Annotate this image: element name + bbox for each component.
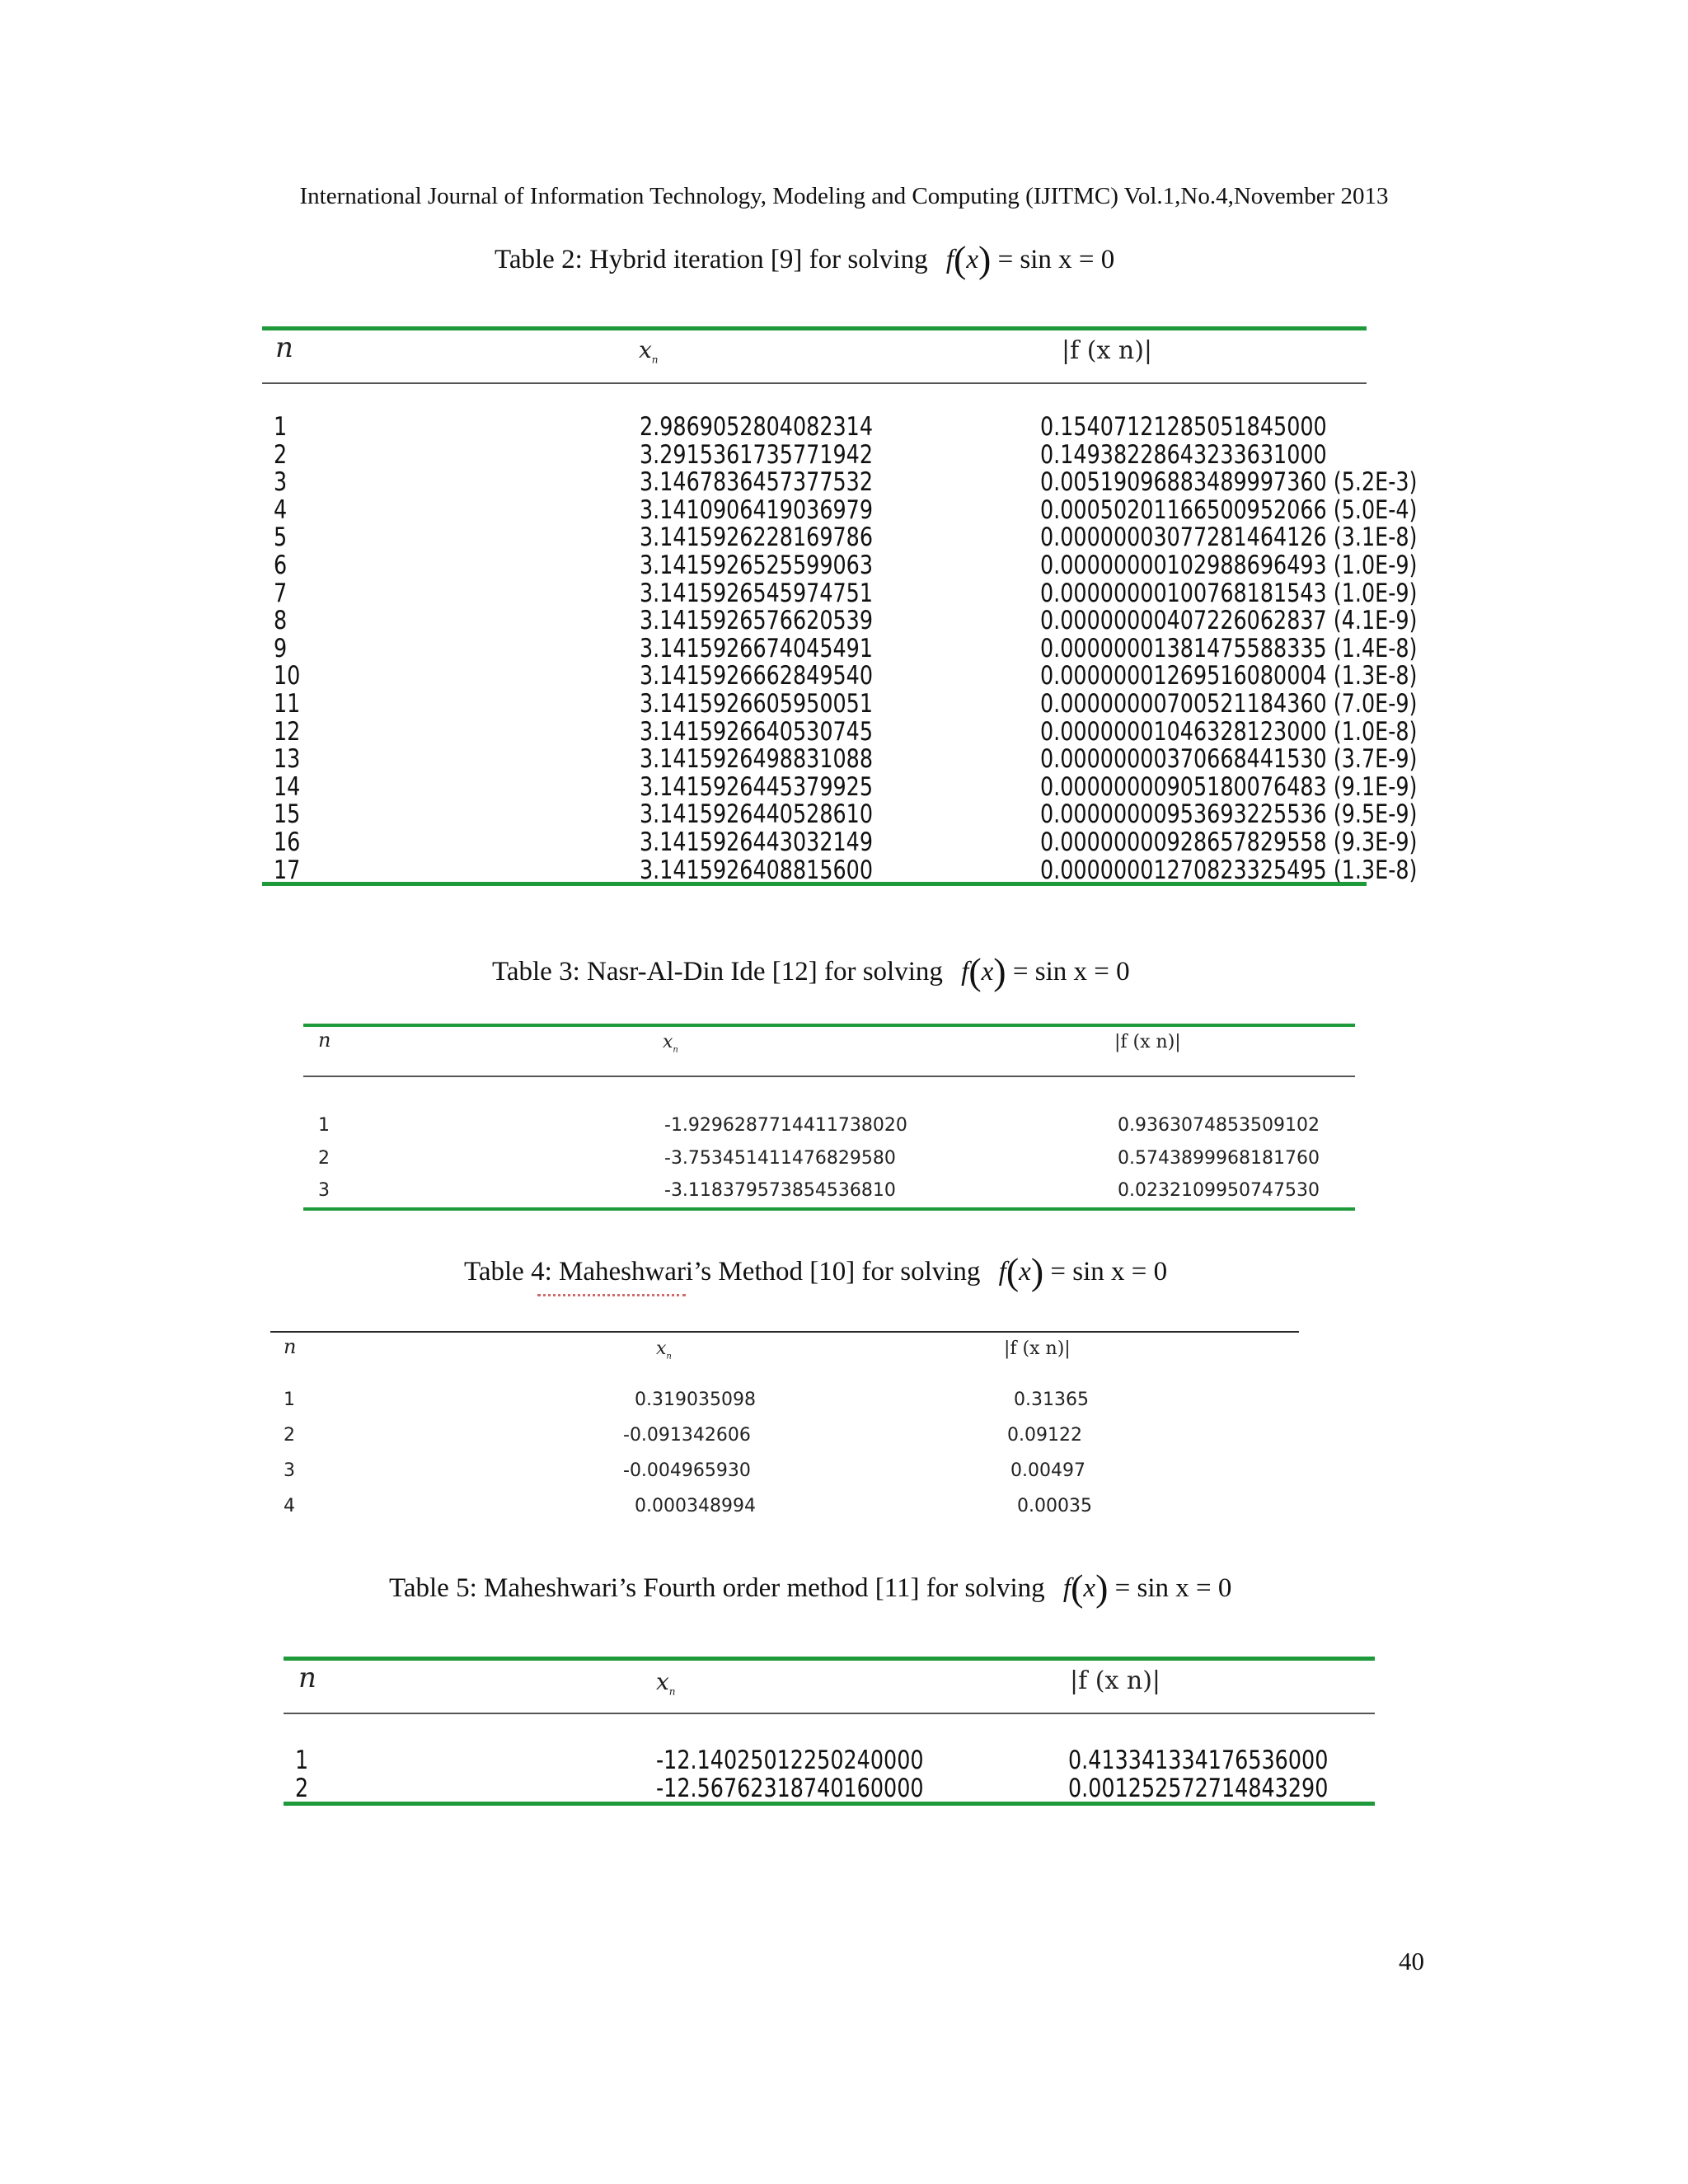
table4-cell-r3-c1: 3 <box>284 1460 295 1481</box>
table4-header-f: |f (x n)| <box>1004 1338 1071 1359</box>
table2-cell-r12-c1: 12 <box>274 716 301 747</box>
table4-cell-r2-c3: 0.09122 <box>1007 1425 1082 1446</box>
table2-caption-text: Table 2: Hybrid iteration [9] for solving <box>495 245 928 274</box>
table2-cell-r16-c3: 0.00000000928657829558 (9.3E-9) <box>1040 827 1418 857</box>
table2-cell-r6-c1: 6 <box>274 551 288 580</box>
table5-header-f: |f (x n)| <box>1070 1666 1161 1695</box>
table5-caption <box>389 1566 1231 1610</box>
table2-header-rule <box>262 382 1367 384</box>
table2-cell-r2-c1: 2 <box>274 439 288 470</box>
table3-bottom-rule <box>303 1207 1355 1211</box>
table2-cell-r15-c3: 0.00000000953693225536 (9.5E-9) <box>1040 799 1418 830</box>
table2-cell-r17-c2: 3.1415926408815600 <box>640 855 874 885</box>
table2-cell-r5-c1: 5 <box>274 523 288 553</box>
table4-cell-r2-c2: -0.091342606 <box>623 1425 751 1446</box>
table5-caption-text: Table 5: Maheshwari’s Fourth order method [11] for solving <box>389 1573 1045 1603</box>
table2-caption <box>495 237 1114 281</box>
table3-cell-r1-c2: -1.9296287714411738020 <box>664 1115 907 1136</box>
table4-caption <box>464 1249 1167 1293</box>
table2-cell-r7-c3: 0.00000000100768181543 (1.0E-9) <box>1040 578 1418 608</box>
table2-cell-r6-c2: 3.1415926525599063 <box>640 551 874 580</box>
table5-cell-r1-c1: 1 <box>295 1746 309 1775</box>
table2-cell-r16-c2: 3.1415926443032149 <box>640 827 874 857</box>
table4-formula: f(x) = sin x = 0 <box>998 1250 1168 1292</box>
spellcheck-underline <box>537 1294 686 1296</box>
table3-top-rule <box>303 1024 1355 1027</box>
table2-header-n: n <box>275 331 293 364</box>
table3-header-f: |f (x n)| <box>1114 1032 1181 1052</box>
table2-cell-r7-c1: 7 <box>274 578 288 608</box>
table2-cell-r3-c2: 3.1467836457377532 <box>640 467 874 498</box>
table2-cell-r13-c2: 3.1415926498831088 <box>640 744 874 775</box>
table2-cell-r14-c3: 0.00000000905180076483 (9.1E-9) <box>1040 771 1418 802</box>
table2-cell-r15-c1: 15 <box>274 799 301 830</box>
table2-header-x: $x_n$ <box>639 336 659 366</box>
table3-cell-r2-c2: -3.753451411476829580 <box>664 1147 896 1169</box>
table2-cell-r14-c1: 14 <box>274 771 301 802</box>
table2-cell-r17-c3: 0.00000001270823325495 (1.3E-8) <box>1040 855 1418 885</box>
table2-cell-r10-c1: 10 <box>274 661 301 691</box>
table2-cell-r6-c3: 0.00000000102988696493 (1.0E-9) <box>1040 551 1418 580</box>
table2-cell-r10-c2: 3.1415926662849540 <box>640 661 874 691</box>
table2-cell-r8-c2: 3.1415926576620539 <box>640 606 874 636</box>
table5-cell-r2-c1: 2 <box>295 1773 309 1803</box>
table3-caption <box>492 949 1130 993</box>
table2-cell-r15-c2: 3.1415926440528610 <box>640 799 874 830</box>
table5-top-rule <box>284 1657 1375 1661</box>
journal-header: International Journal of Information Technology, Modeling and Computing (IJITMC) Vol.1,No.4,November 2013 <box>299 183 1389 209</box>
table5-cell-r1-c3: 0.413341334176536000 <box>1068 1746 1329 1775</box>
table2-cell-r11-c3: 0.00000000700521184360 (7.0E-9) <box>1040 689 1418 719</box>
table3-cell-r2-c1: 2 <box>318 1147 330 1169</box>
table2-cell-r4-c3: 0.00050201166500952066 (5.0E-4) <box>1040 494 1418 525</box>
table2-cell-r8-c1: 8 <box>274 606 288 636</box>
table4-top-rule <box>270 1331 1299 1333</box>
table2-top-rule <box>262 326 1367 330</box>
table3-cell-r3-c3: 0.0232109950747530 <box>1118 1180 1320 1201</box>
table3-header-rule <box>303 1076 1355 1077</box>
table5-cell-r2-c3: 0.001252572714843290 <box>1068 1773 1329 1803</box>
table2-cell-r8-c3: 0.00000000407226062837 (4.1E-9) <box>1040 606 1418 636</box>
table5-cell-r1-c2: -12.14025012250240000 <box>656 1746 924 1775</box>
table3-cell-r3-c1: 3 <box>318 1180 330 1201</box>
table3-cell-r2-c3: 0.5743899968181760 <box>1118 1147 1320 1169</box>
table2-cell-r2-c3: 0.14938228643233631000 <box>1040 439 1327 470</box>
table2-cell-r11-c1: 11 <box>274 689 301 719</box>
table4-cell-r2-c1: 2 <box>284 1425 295 1446</box>
table4-cell-r3-c2: -0.004965930 <box>623 1460 751 1481</box>
table5-header-x: $x_n$ <box>656 1668 676 1698</box>
table3-header-x: $x_n$ <box>663 1032 678 1055</box>
table2-cell-r4-c2: 3.1410906419036979 <box>640 494 874 525</box>
table4-cell-r1-c1: 1 <box>284 1390 295 1410</box>
table2-cell-r13-c3: 0.00000000370668441530 (3.7E-9) <box>1040 744 1418 775</box>
table2-cell-r12-c2: 3.1415926640530745 <box>640 716 874 747</box>
table2-cell-r1-c1: 1 <box>274 412 288 442</box>
table2-cell-r17-c1: 17 <box>274 855 301 885</box>
table3-cell-r1-c3: 0.9363074853509102 <box>1118 1115 1320 1136</box>
table2-cell-r3-c1: 3 <box>274 467 288 498</box>
table4-cell-r4-c3: 0.00035 <box>1017 1496 1092 1516</box>
table2-cell-r11-c2: 3.1415926605950051 <box>640 689 874 719</box>
table2-cell-r7-c2: 3.1415926545974751 <box>640 578 874 608</box>
table4-header-x: $x_n$ <box>656 1338 672 1361</box>
table2-cell-r9-c3: 0.00000001381475588335 (1.4E-8) <box>1040 633 1418 663</box>
table2-cell-r9-c1: 9 <box>274 633 288 663</box>
table2-cell-r1-c2: 2.9869052804082314 <box>640 412 874 442</box>
table5-cell-r2-c2: -12.56762318740160000 <box>656 1773 924 1803</box>
table2-cell-r3-c3: 0.00519096883489997360 (5.2E-3) <box>1040 467 1418 498</box>
table2-cell-r16-c1: 16 <box>274 827 301 857</box>
table2-cell-r4-c1: 4 <box>274 494 288 525</box>
table2-cell-r9-c2: 3.1415926674045491 <box>640 633 874 663</box>
page-number: 40 <box>1399 1947 1424 1975</box>
table2-cell-r1-c3: 0.15407121285051845000 <box>1040 412 1327 442</box>
table3-formula: f(x) = sin x = 0 <box>961 950 1130 992</box>
table5-formula: f(x) = sin x = 0 <box>1062 1567 1232 1609</box>
table4-cell-r3-c3: 0.00497 <box>1010 1460 1085 1481</box>
table2-cell-r14-c2: 3.1415926445379925 <box>640 771 874 802</box>
table4-header-n: n <box>284 1335 297 1358</box>
table2-cell-r10-c3: 0.00000001269516080004 (1.3E-8) <box>1040 661 1418 691</box>
table2-cell-r5-c2: 3.1415926228169786 <box>640 523 874 553</box>
table2-cell-r2-c2: 3.2915361735771942 <box>640 439 874 470</box>
table4-caption-text: Table 4: Maheshwari’s Method [10] for solving <box>464 1257 981 1286</box>
table2-header-f: |f (x n)| <box>1062 336 1153 365</box>
table2-formula: f(x) = sin x = 0 <box>945 238 1115 280</box>
table2-cell-r12-c3: 0.00000001046328123000 (1.0E-8) <box>1040 716 1418 747</box>
table5-header-n: n <box>298 1661 316 1694</box>
table3-header-n: n <box>318 1029 331 1052</box>
table3-cell-r3-c2: -3.118379573854536810 <box>664 1180 896 1201</box>
table4-cell-r4-c1: 4 <box>284 1496 295 1516</box>
table4-cell-r4-c2: 0.000348994 <box>635 1496 756 1516</box>
table3-cell-r1-c1: 1 <box>318 1115 330 1136</box>
table3-caption-text: Table 3: Nasr-Al-Din Ide [12] for solving <box>492 957 943 987</box>
table2-cell-r13-c1: 13 <box>274 744 301 775</box>
table2-cell-r5-c3: 0.00000003077281464126 (3.1E-8) <box>1040 523 1418 553</box>
table4-cell-r1-c2: 0.319035098 <box>635 1390 756 1410</box>
table4-cell-r1-c3: 0.31365 <box>1014 1390 1089 1410</box>
table5-header-rule <box>284 1713 1375 1714</box>
